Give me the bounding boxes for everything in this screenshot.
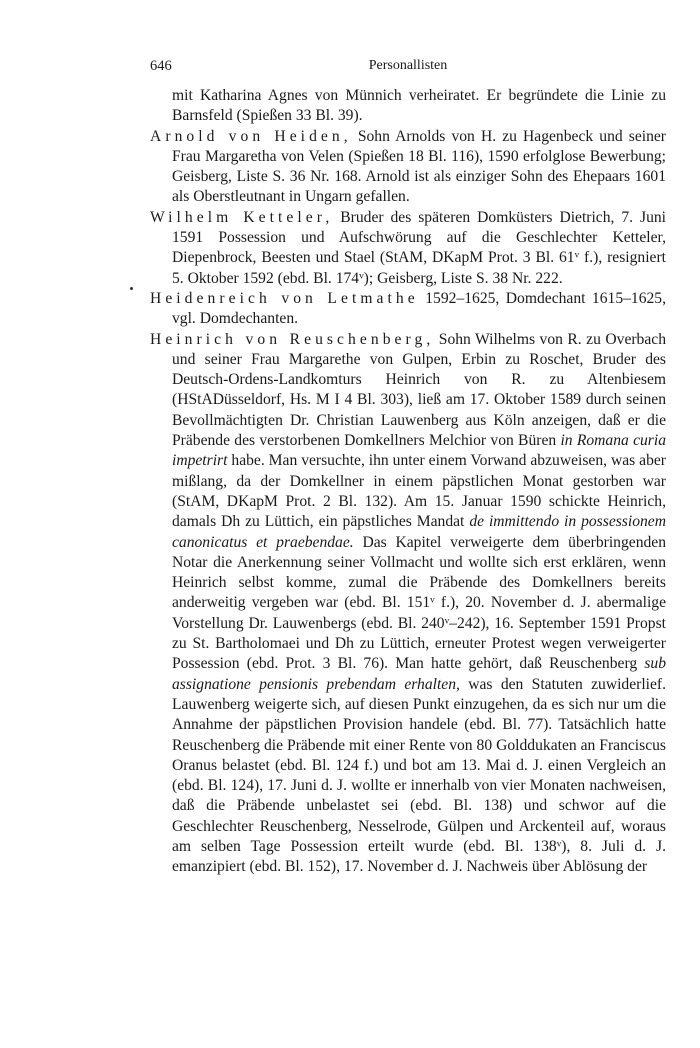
latin-phrase: de immittendo in possessionem canonicatus et praebendae. [172,513,666,551]
entry-text: Sohn Arnolds von H. zu Hagenbeck und seiner Frau Margaretha von Velen (Spießen 18 Bl. 116), 1590 erfolglose Bewerbung; Geisberg, Liste S. 36 Nr. 168. Arnold ist als einziger Sohn des Ehepaars 1601 als Oberstleutnant in Ungarn gefallen. [172,127,666,206]
entry-text: was den Statuten zuwiderlief. Lauwenberg weigerte sich, auf diesen Punkt einzugehen, da es sich nur um die Annahme der päpstlichen Provision handele (ebd. Bl. 77). Tatsächlich hatte Reuschenberg die Präbende mit einer Rente von 80 Golddukaten an Franciscus Oranus belastet (ebd. Bl. 124 f.) und bot am 13. Mai d. J. einen Vergleich an (ebd. Bl. 124), 17. Juni d. J. wollte er innerhalb von vier Monaten nachweisen, daß die Präbende unbelastet sei (ebd. Bl. 138) und schwor auf die Geschlechter Reuschenberg, Nesselrode, Gülpen und Arckenteil auf, woraus am selben Tage Possession erteilt wurde (ebd. Bl. 138ᵛ), 8. Juli d. J. emanzipiert (ebd. Bl. 152), 17. November d. J. Nachweis über Ablösung der [172,675,666,876]
latin-phrase: in Romana curia impetrirt [172,432,666,470]
entry-text: mit Katharina Agnes von Münnich verheiratet. Er begründete die Linie zu Barnsfeld (Spießen 33 Bl. 39). [172,87,666,125]
entry-heinrich-von-reuschenberg [150,330,666,878]
entry-list [150,86,666,878]
entry-arnold-von-heiden [150,127,666,208]
latin-phrase: sub assignatione pensionis prebendam erhalten, [172,655,666,693]
entry-name: Heidenreich von Letmathe [150,289,419,307]
running-head [150,58,666,82]
margin-mark [130,287,133,290]
entry-name: Heinrich von Reuschenberg, [150,330,435,348]
entry-text: habe. Man versuchte, ihn unter einem Vorwand abzuweisen, was aber mißlang, da der Domkellner in einem päpstlichen Monat gestorben war (StAM, DKapM Prot. 2 Bl. 132). Am 15. Januar 1590 schickte Heinrich, damals Dh zu Lüttich, ein päpstliches Mandat [172,452,666,531]
entry-text: Sohn Wilhelms von R. zu Overbach und seiner Frau Margarethe von Gulpen, Erbin zu Roschet, Bruder des Deutsch-Ordens-Landkomturs Heinrich von R. zu Altenbiesem (HStADüsseldorf, Hs. M I 4 Bl. 303), ließ am 17. Oktober 1589 durch seinen Bevollmächtigten Dr. Christian Lauwenberg aus Köln anzeigen, daß er die Präbende des verstorbenen Domkellners Melchior von Büren [172,330,666,450]
entry-continuation [150,86,666,127]
section-title: Personallisten [368,58,448,73]
entry-text: Das Kapitel verweigerte dem überbringenden Notar die Anerkennung seiner Vollmacht und wollte sich erst erklären, wenn Heinrich selbst komme, zumal die Präbende des Domkellners bereits anderweitig vergeben war (ebd. Bl. 151ᵛ f.), 20. November d. J. abermalige Vorstellung Dr. Lauwenbergs (ebd. Bl. 240ᵛ–242), 16. September 1591 Propst zu St. Bartholomaei und Dh zu Lüttich, erneuter Protest wegen verweigerter Possession (ebd. Prot. 3 Bl. 76). Man hatte gehört, daß Reuschenberg [172,533,667,673]
document-page [150,58,666,878]
entry-text: 1592–1625, Domdechant 1615–1625, vgl. Domdechanten. [172,289,667,328]
entry-wilhelm-ketteler [150,208,666,289]
page-number: 646 [150,58,172,74]
entry-name: Wilhelm Ketteler, [150,208,334,226]
entry-name: Arnold von Heiden, [150,127,352,145]
entry-text: Bruder des späteren Domküsters Dietrich, 7. Juni 1591 Possession und Aufschwörung auf die Geschlechter Ketteler, Diepenbrock, Beesten und Stael (StAM, DKapM Prot. 3 Bl. 61ᵛ f.), resigniert 5. Oktober 1592 (ebd. Bl. 174ᵛ); Geisberg, Liste S. 38 Nr. 222. [172,208,667,287]
entry-heidenreich-von-letmathe [150,289,666,330]
